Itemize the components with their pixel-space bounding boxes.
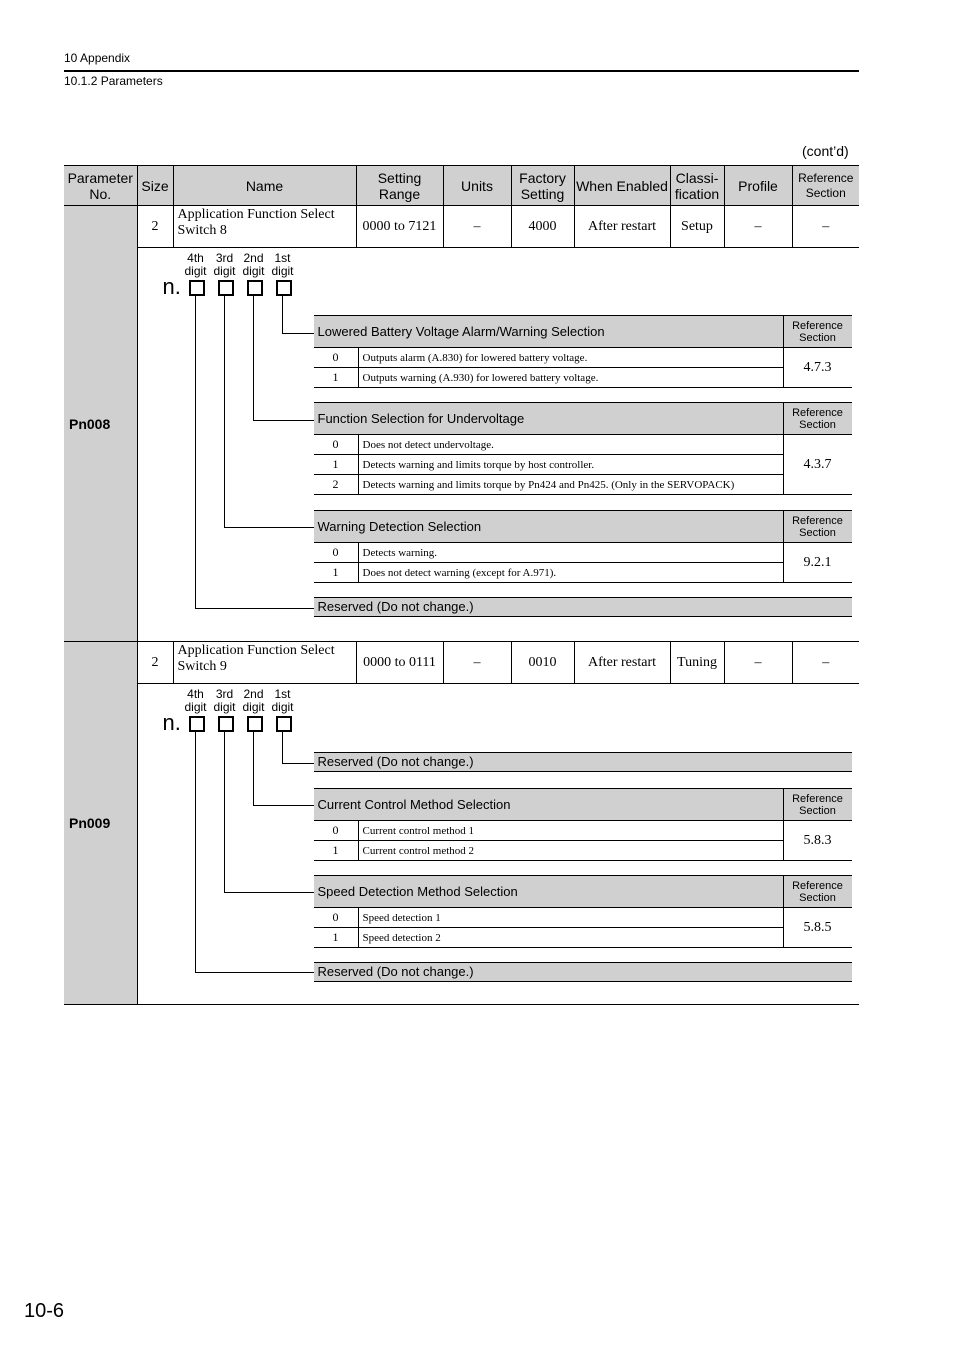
page-number: 10-6 [24, 1300, 65, 1322]
continued-label: (cont’d) [802, 143, 849, 159]
col-factory-setting: Factory Setting [511, 166, 574, 206]
connector-line [224, 892, 314, 893]
connector-line [282, 296, 283, 333]
digit-1-label: 1st digit [271, 251, 294, 278]
table-row [64, 206, 859, 248]
digit-3-box [218, 716, 234, 732]
option-value: 0 [314, 348, 359, 368]
option-description: Does not detect undervoltage. [358, 435, 783, 455]
reference-header: Reference Section [783, 876, 852, 908]
option-value: 0 [314, 435, 359, 455]
option-description: Detects warning and limits torque by Pn424 and Pn425. (Only in the SERVOPACK) [358, 475, 783, 495]
reference-value: 5.8.3 [783, 821, 852, 861]
option-value: 1 [314, 563, 359, 583]
param-detail-row [64, 248, 859, 642]
option-value: 1 [314, 368, 359, 388]
connector-line [253, 732, 254, 805]
parameter-table [64, 165, 859, 1005]
connector-line [253, 296, 254, 420]
connector-line [224, 732, 225, 892]
option-description: Detects warning. [358, 543, 783, 563]
reference-value: 5.8.5 [783, 908, 852, 948]
option-row [314, 348, 852, 368]
option-row [314, 475, 852, 495]
param-factory: 0010 [511, 642, 574, 684]
connector-line [253, 805, 314, 806]
param-detail-row [64, 684, 859, 1005]
connector-line [224, 296, 225, 527]
param-reference: – [792, 642, 859, 684]
table-row [64, 642, 859, 684]
option-description: Outputs warning (A.930) for lowered battery voltage. [358, 368, 783, 388]
digit-4-box [189, 280, 205, 296]
n-prefix: n. [162, 274, 181, 299]
reserved-bar: Reserved (Do not change.) [314, 752, 852, 772]
option-row [314, 821, 852, 841]
reference-header: Reference Section [783, 789, 852, 821]
digit-1-box [276, 716, 292, 732]
param-when-enabled: After restart [574, 642, 670, 684]
param-units: – [443, 642, 511, 684]
option-description: Current control method 2 [358, 841, 783, 861]
reference-value: 9.2.1 [783, 543, 852, 583]
param-profile: – [724, 642, 792, 684]
reference-header: Reference Section [783, 511, 852, 543]
param-range: 0000 to 7121 [356, 206, 443, 248]
option-title: Current Control Method Selection [314, 789, 784, 821]
table-header-row [64, 166, 859, 206]
digit-3-label: 3rd digit [213, 687, 236, 714]
option-description: Detects warning and limits torque by host controller. [358, 455, 783, 475]
reference-header: Reference Section [783, 316, 852, 348]
reference-value: 4.3.7 [783, 435, 852, 495]
digit-diagram-cell [137, 248, 859, 642]
option-description: Does not detect warning (except for A.971). [358, 563, 783, 583]
chapter-header: 10 Appendix [64, 51, 131, 65]
digit-4-box [189, 716, 205, 732]
option-description: Outputs alarm (A.830) for lowered battery voltage. [358, 348, 783, 368]
col-reference: Reference Section [792, 166, 859, 206]
option-title: Lowered Battery Voltage Alarm/Warning Selection [314, 316, 784, 348]
connector-line [282, 763, 314, 764]
option-description: Current control method 1 [358, 821, 783, 841]
option-row [314, 563, 852, 583]
option-value: 1 [314, 455, 359, 475]
n-prefix: n. [162, 710, 181, 735]
digit-2-label: 2nd digit [242, 687, 265, 714]
option-value: 2 [314, 475, 359, 495]
option-row [314, 435, 852, 455]
digit-2-label: 2nd digit [242, 251, 265, 278]
option-value: 0 [314, 908, 359, 928]
option-table [314, 875, 852, 948]
param-reference: – [792, 206, 859, 248]
option-row [314, 928, 852, 948]
param-classification: Tuning [670, 642, 724, 684]
option-table [314, 315, 852, 388]
option-title: Warning Detection Selection [314, 511, 784, 543]
param-number: Pn008 [64, 206, 137, 642]
option-row [314, 543, 852, 563]
option-value: 1 [314, 841, 359, 861]
reference-header: Reference Section [783, 403, 852, 435]
param-classification: Setup [670, 206, 724, 248]
digit-2-box [247, 280, 263, 296]
param-when-enabled: After restart [574, 206, 670, 248]
connector-line [195, 732, 196, 972]
option-value: 0 [314, 821, 359, 841]
digit-4-label: 4th digit [184, 687, 207, 714]
section-header: 10.1.2 Parameters [64, 74, 163, 88]
param-range: 0000 to 0111 [356, 642, 443, 684]
connector-line [224, 527, 314, 528]
connector-line [253, 420, 314, 421]
option-description: Speed detection 1 [358, 908, 783, 928]
col-param-no: Parameter No. [64, 166, 137, 206]
param-units: – [443, 206, 511, 248]
col-units: Units [443, 166, 511, 206]
connector-line [195, 296, 196, 608]
col-setting-range: Setting Range [356, 166, 443, 206]
option-row [314, 455, 852, 475]
digit-3-label: 3rd digit [213, 251, 236, 278]
param-name: Application Function Select Switch 8 [173, 206, 356, 248]
option-value: 1 [314, 928, 359, 948]
option-table [314, 788, 852, 861]
digit-4-label: 4th digit [184, 251, 207, 278]
option-description: Speed detection 2 [358, 928, 783, 948]
col-profile: Profile [724, 166, 792, 206]
param-factory: 4000 [511, 206, 574, 248]
connector-line [195, 608, 314, 609]
reserved-bar: Reserved (Do not change.) [314, 962, 852, 982]
connector-line [195, 972, 314, 973]
reference-value: 4.7.3 [783, 348, 852, 388]
option-table [314, 510, 852, 583]
option-value: 0 [314, 543, 359, 563]
digit-1-label: 1st digit [271, 687, 294, 714]
option-row [314, 841, 852, 861]
header-rule [64, 70, 859, 72]
col-size: Size [137, 166, 173, 206]
option-row [314, 368, 852, 388]
digit-1-box [276, 280, 292, 296]
param-size: 2 [137, 206, 173, 248]
param-size: 2 [137, 642, 173, 684]
col-when-enabled: When Enabled [574, 166, 670, 206]
param-profile: – [724, 206, 792, 248]
option-table [314, 402, 852, 495]
param-number: Pn009 [64, 642, 137, 1005]
digit-diagram-cell [137, 684, 859, 1005]
connector-line [282, 732, 283, 763]
digit-2-box [247, 716, 263, 732]
col-classification: Classi- fication [670, 166, 724, 206]
option-row [314, 908, 852, 928]
connector-line [282, 333, 314, 334]
digit-3-box [218, 280, 234, 296]
option-title: Function Selection for Undervoltage [314, 403, 784, 435]
param-name: Application Function Select Switch 9 [173, 642, 356, 684]
col-name: Name [173, 166, 356, 206]
option-title: Speed Detection Method Selection [314, 876, 784, 908]
reserved-bar: Reserved (Do not change.) [314, 597, 852, 617]
